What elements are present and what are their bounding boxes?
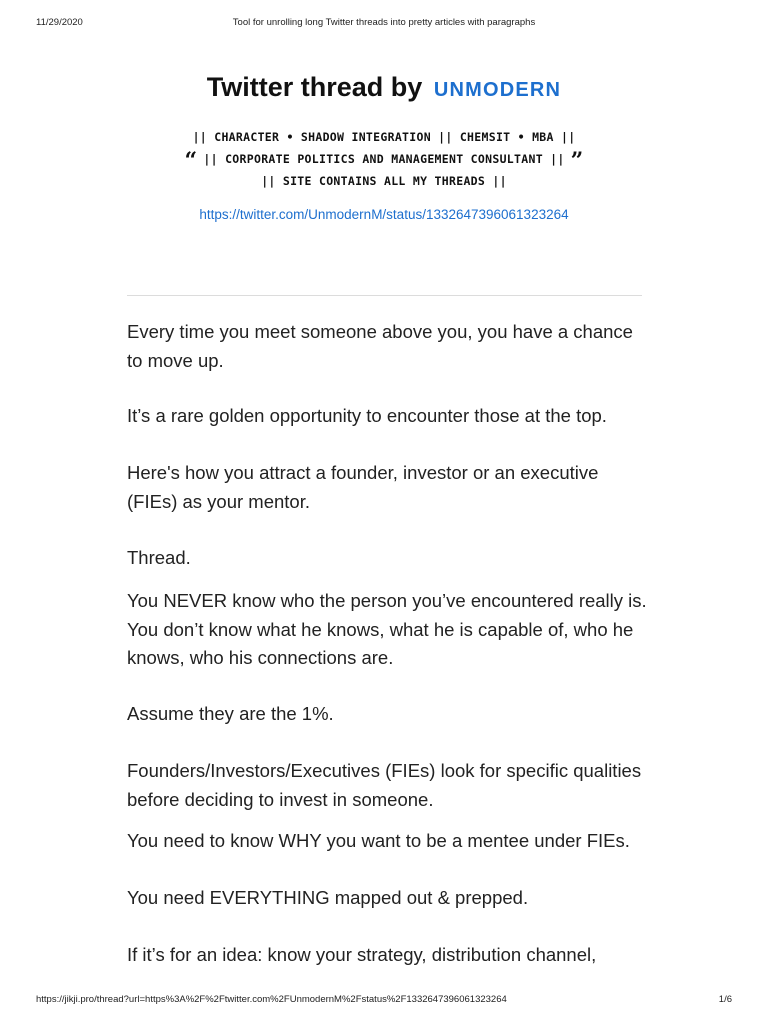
print-header xyxy=(36,17,732,31)
page-number: 1/6 xyxy=(718,994,732,1005)
print-date: 11/29/2020 xyxy=(36,17,83,28)
author-bio xyxy=(100,126,668,192)
paragraph: Founders/Investors/Executives (FIEs) look for specific qualities before deciding to invest in someone. xyxy=(127,760,642,810)
bio-line-text: || CHARACTER • SHADOW INTEGRATION || CHEMSIT • MBA || xyxy=(192,130,576,144)
author-link[interactable]: UNMODERN xyxy=(433,79,562,101)
print-url: https://jikji.pro/thread?url=https%3A%2F%2Ftwitter.com%2FUnmodernM%2Fstatus%2F1332647396061323264 xyxy=(36,994,507,1005)
open-quote-icon: “ xyxy=(184,148,198,174)
paragraph: Assume they are the 1%. xyxy=(127,703,334,724)
paragraph: You NEVER know who the person you’ve encountered really is. You don’t know what he knows, what he is capable of, who he knows, who his connections are. xyxy=(127,590,647,668)
paragraph: Every time you meet someone above you, you have a chance to move up. xyxy=(127,321,633,371)
bio-line xyxy=(100,148,668,174)
print-page-title: Tool for unrolling long Twitter threads into pretty articles with paragraphs xyxy=(232,17,536,28)
paragraph: Here's how you attract a founder, investor or an executive (FIEs) as your mentor. xyxy=(127,462,599,512)
paragraph: You need EVERYTHING mapped out & prepped. xyxy=(127,887,529,908)
divider xyxy=(127,295,642,296)
print-footer xyxy=(36,994,732,1008)
page-title xyxy=(0,72,768,103)
thread-source-link[interactable]: https://twitter.com/UnmodernM/status/1332647396061323264 xyxy=(199,207,569,222)
bio-line-text: || CORPORATE POLITICS AND MANAGEMENT CONSULTANT || xyxy=(203,152,565,166)
close-quote-icon: ” xyxy=(570,148,584,174)
bio-line-text: || SITE CONTAINS ALL MY THREADS || xyxy=(261,174,507,188)
bio-line xyxy=(100,126,668,148)
paragraph: It’s a rare golden opportunity to encounter those at the top. xyxy=(127,405,607,426)
paragraph: If it’s for an idea: know your strategy, distribution channel, xyxy=(127,944,597,965)
paragraph: You need to know WHY you want to be a mentee under FIEs. xyxy=(127,830,630,851)
paragraph: Thread. xyxy=(127,547,191,568)
title-prefix: Twitter thread by xyxy=(206,72,423,102)
